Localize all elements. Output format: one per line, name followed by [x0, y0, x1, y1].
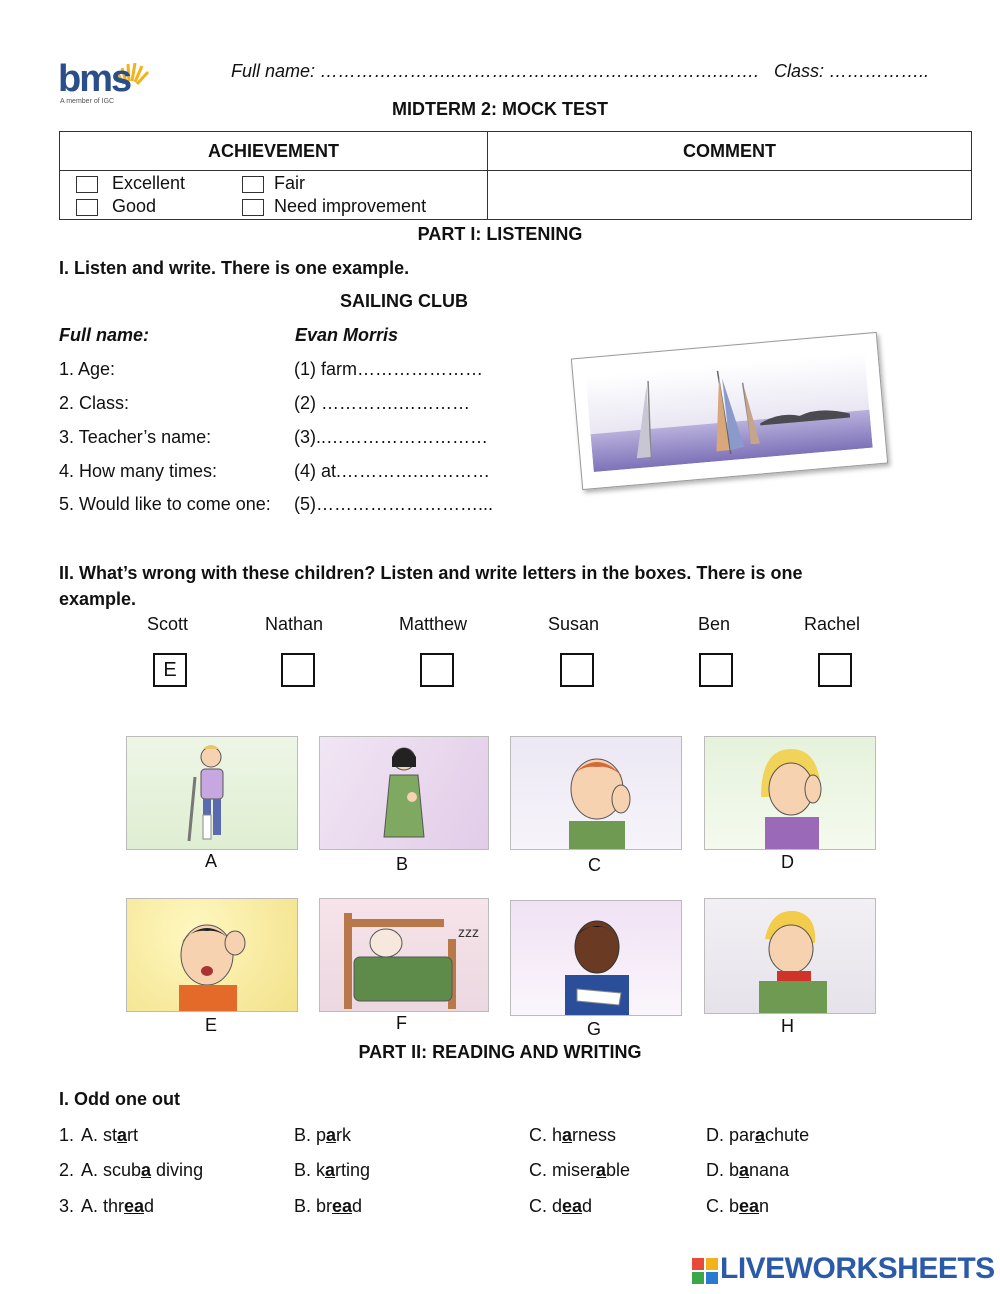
- picture-h: [704, 898, 876, 1014]
- liveworksheets-logo: [690, 1252, 995, 1288]
- picture-b: [319, 736, 489, 850]
- need-improvement-label: Need improvement: [274, 196, 427, 216]
- picture-label-e: E: [205, 1015, 218, 1035]
- row-label-5: 5. Would like to come one:: [59, 494, 271, 514]
- sailing-picture: [571, 332, 888, 490]
- fair-label: Fair: [274, 173, 305, 193]
- answer-box-ben[interactable]: [699, 653, 733, 687]
- cold-child-icon: [705, 899, 875, 1013]
- good-label: Good: [112, 196, 157, 216]
- odd-option[interactable]: A. thread: [81, 1196, 155, 1216]
- row-answer-3[interactable]: (3)..………………………: [294, 427, 489, 447]
- part2-title: PART II: READING AND WRITING: [358, 1042, 642, 1062]
- part2-section1-heading: I. Odd one out: [59, 1089, 180, 1109]
- liveworksheets-text: LIVEWORKSHEETS: [720, 1252, 995, 1285]
- sailboats-scene-icon: [585, 352, 872, 472]
- child-name-scott: Scott: [147, 614, 189, 634]
- picture-label-c: C: [588, 855, 601, 875]
- headache-child-icon: [127, 899, 297, 1011]
- page-title: MIDTERM 2: MOCK TEST: [392, 99, 608, 119]
- liveworksheets-grid-icon: [692, 1258, 718, 1284]
- answer-box-scott: E: [153, 653, 187, 687]
- picture-a: [126, 736, 298, 850]
- row-answer-4[interactable]: (4) at.………….…………: [294, 461, 491, 481]
- picture-g: [510, 900, 682, 1016]
- part1-title: PART I: LISTENING: [417, 224, 583, 244]
- child-name-rachel: Rachel: [804, 614, 861, 634]
- row-label-4: 4. How many times:: [59, 461, 218, 481]
- excellent-checkbox[interactable]: [76, 176, 98, 193]
- picture-label-g: G: [587, 1019, 602, 1039]
- odd-option[interactable]: A. start: [81, 1125, 139, 1145]
- earache-child-icon: [705, 737, 875, 849]
- svg-text:zzz: zzz: [458, 924, 479, 940]
- odd-option[interactable]: D. parachute: [706, 1125, 810, 1145]
- row-label-3: 3. Teacher’s name:: [59, 427, 212, 447]
- odd-option[interactable]: C. bean: [706, 1196, 770, 1216]
- odd-option[interactable]: B. karting: [294, 1160, 371, 1180]
- need-improvement-checkbox[interactable]: [242, 199, 264, 216]
- achievement-options: [60, 171, 488, 220]
- picture-label-d: D: [781, 852, 794, 872]
- answer-box-matthew[interactable]: [420, 653, 454, 687]
- row-answer-2[interactable]: (2) ………….…………: [294, 393, 471, 413]
- child-name-nathan: Nathan: [265, 614, 324, 634]
- answer-box-susan[interactable]: [560, 653, 594, 687]
- class-field[interactable]: Class: ……………..: [774, 61, 930, 81]
- picture-c: [510, 736, 682, 850]
- part1-section1-heading: I. Listen and write. There is one example.: [59, 258, 410, 278]
- picture-label-a: A: [205, 851, 218, 871]
- row-answer-1[interactable]: (1) farm…………………: [294, 359, 483, 379]
- answer-box-nathan[interactable]: [281, 653, 315, 687]
- part1-section2-heading-line2: example.: [59, 589, 137, 609]
- comment-header: COMMENT: [488, 132, 972, 171]
- part1-section2-heading-line1: II. What’s wrong with these children? Listen and write letters in the boxes. There is one: [59, 563, 803, 583]
- broken-leg-child-icon: [127, 737, 297, 849]
- achievement-header: ACHIEVEMENT: [60, 132, 488, 171]
- logo-text: bms: [58, 58, 131, 100]
- picture-label-h: H: [781, 1016, 794, 1036]
- child-name-matthew: Matthew: [399, 614, 468, 634]
- achievement-table: [59, 131, 972, 220]
- stomach-ache-child-icon: [320, 737, 488, 849]
- club-title: SAILING CLUB: [340, 291, 468, 311]
- odd-option[interactable]: C. dead: [529, 1196, 593, 1216]
- sick-in-bed-child-icon: [320, 899, 488, 1011]
- odd-option[interactable]: B. bread: [294, 1196, 363, 1216]
- odd-option[interactable]: D. banana: [706, 1160, 790, 1180]
- odd-option[interactable]: A. scuba diving: [81, 1160, 204, 1180]
- full-name-value: Evan Morris: [295, 325, 399, 345]
- answer-box-rachel[interactable]: [818, 653, 852, 687]
- odd-option[interactable]: C. harness: [529, 1125, 617, 1145]
- fair-checkbox[interactable]: [242, 176, 264, 193]
- odd-row-3-num: 3.: [59, 1196, 75, 1216]
- odd-row-2-num: 2.: [59, 1160, 75, 1180]
- row-answer-5[interactable]: (5)………………………...: [294, 494, 494, 514]
- full-name-label: Full name:: [59, 325, 150, 345]
- good-checkbox[interactable]: [76, 199, 98, 216]
- toothache-child-icon: [511, 737, 681, 849]
- child-name-susan: Susan: [548, 614, 600, 634]
- odd-option[interactable]: C. miserable: [529, 1160, 631, 1180]
- odd-option[interactable]: B. park: [294, 1125, 352, 1145]
- full-name-field[interactable]: Full name: …………………..……………….…………………….…….: [231, 61, 760, 81]
- excellent-label: Excellent: [112, 173, 186, 193]
- picture-label-b: B: [396, 854, 409, 874]
- odd-row-1-num: 1.: [59, 1125, 75, 1145]
- child-name-ben: Ben: [698, 614, 731, 634]
- picture-e: [126, 898, 298, 1012]
- row-label-2: 2. Class:: [59, 393, 130, 413]
- picture-d: [704, 736, 876, 850]
- logo-subtitle: A member of IGC: [60, 98, 115, 105]
- row-label-1: 1. Age:: [59, 359, 116, 379]
- picture-f: [319, 898, 489, 1012]
- broken-arm-child-icon: [511, 901, 681, 1015]
- comment-cell[interactable]: [488, 171, 972, 220]
- picture-label-f: F: [396, 1013, 407, 1033]
